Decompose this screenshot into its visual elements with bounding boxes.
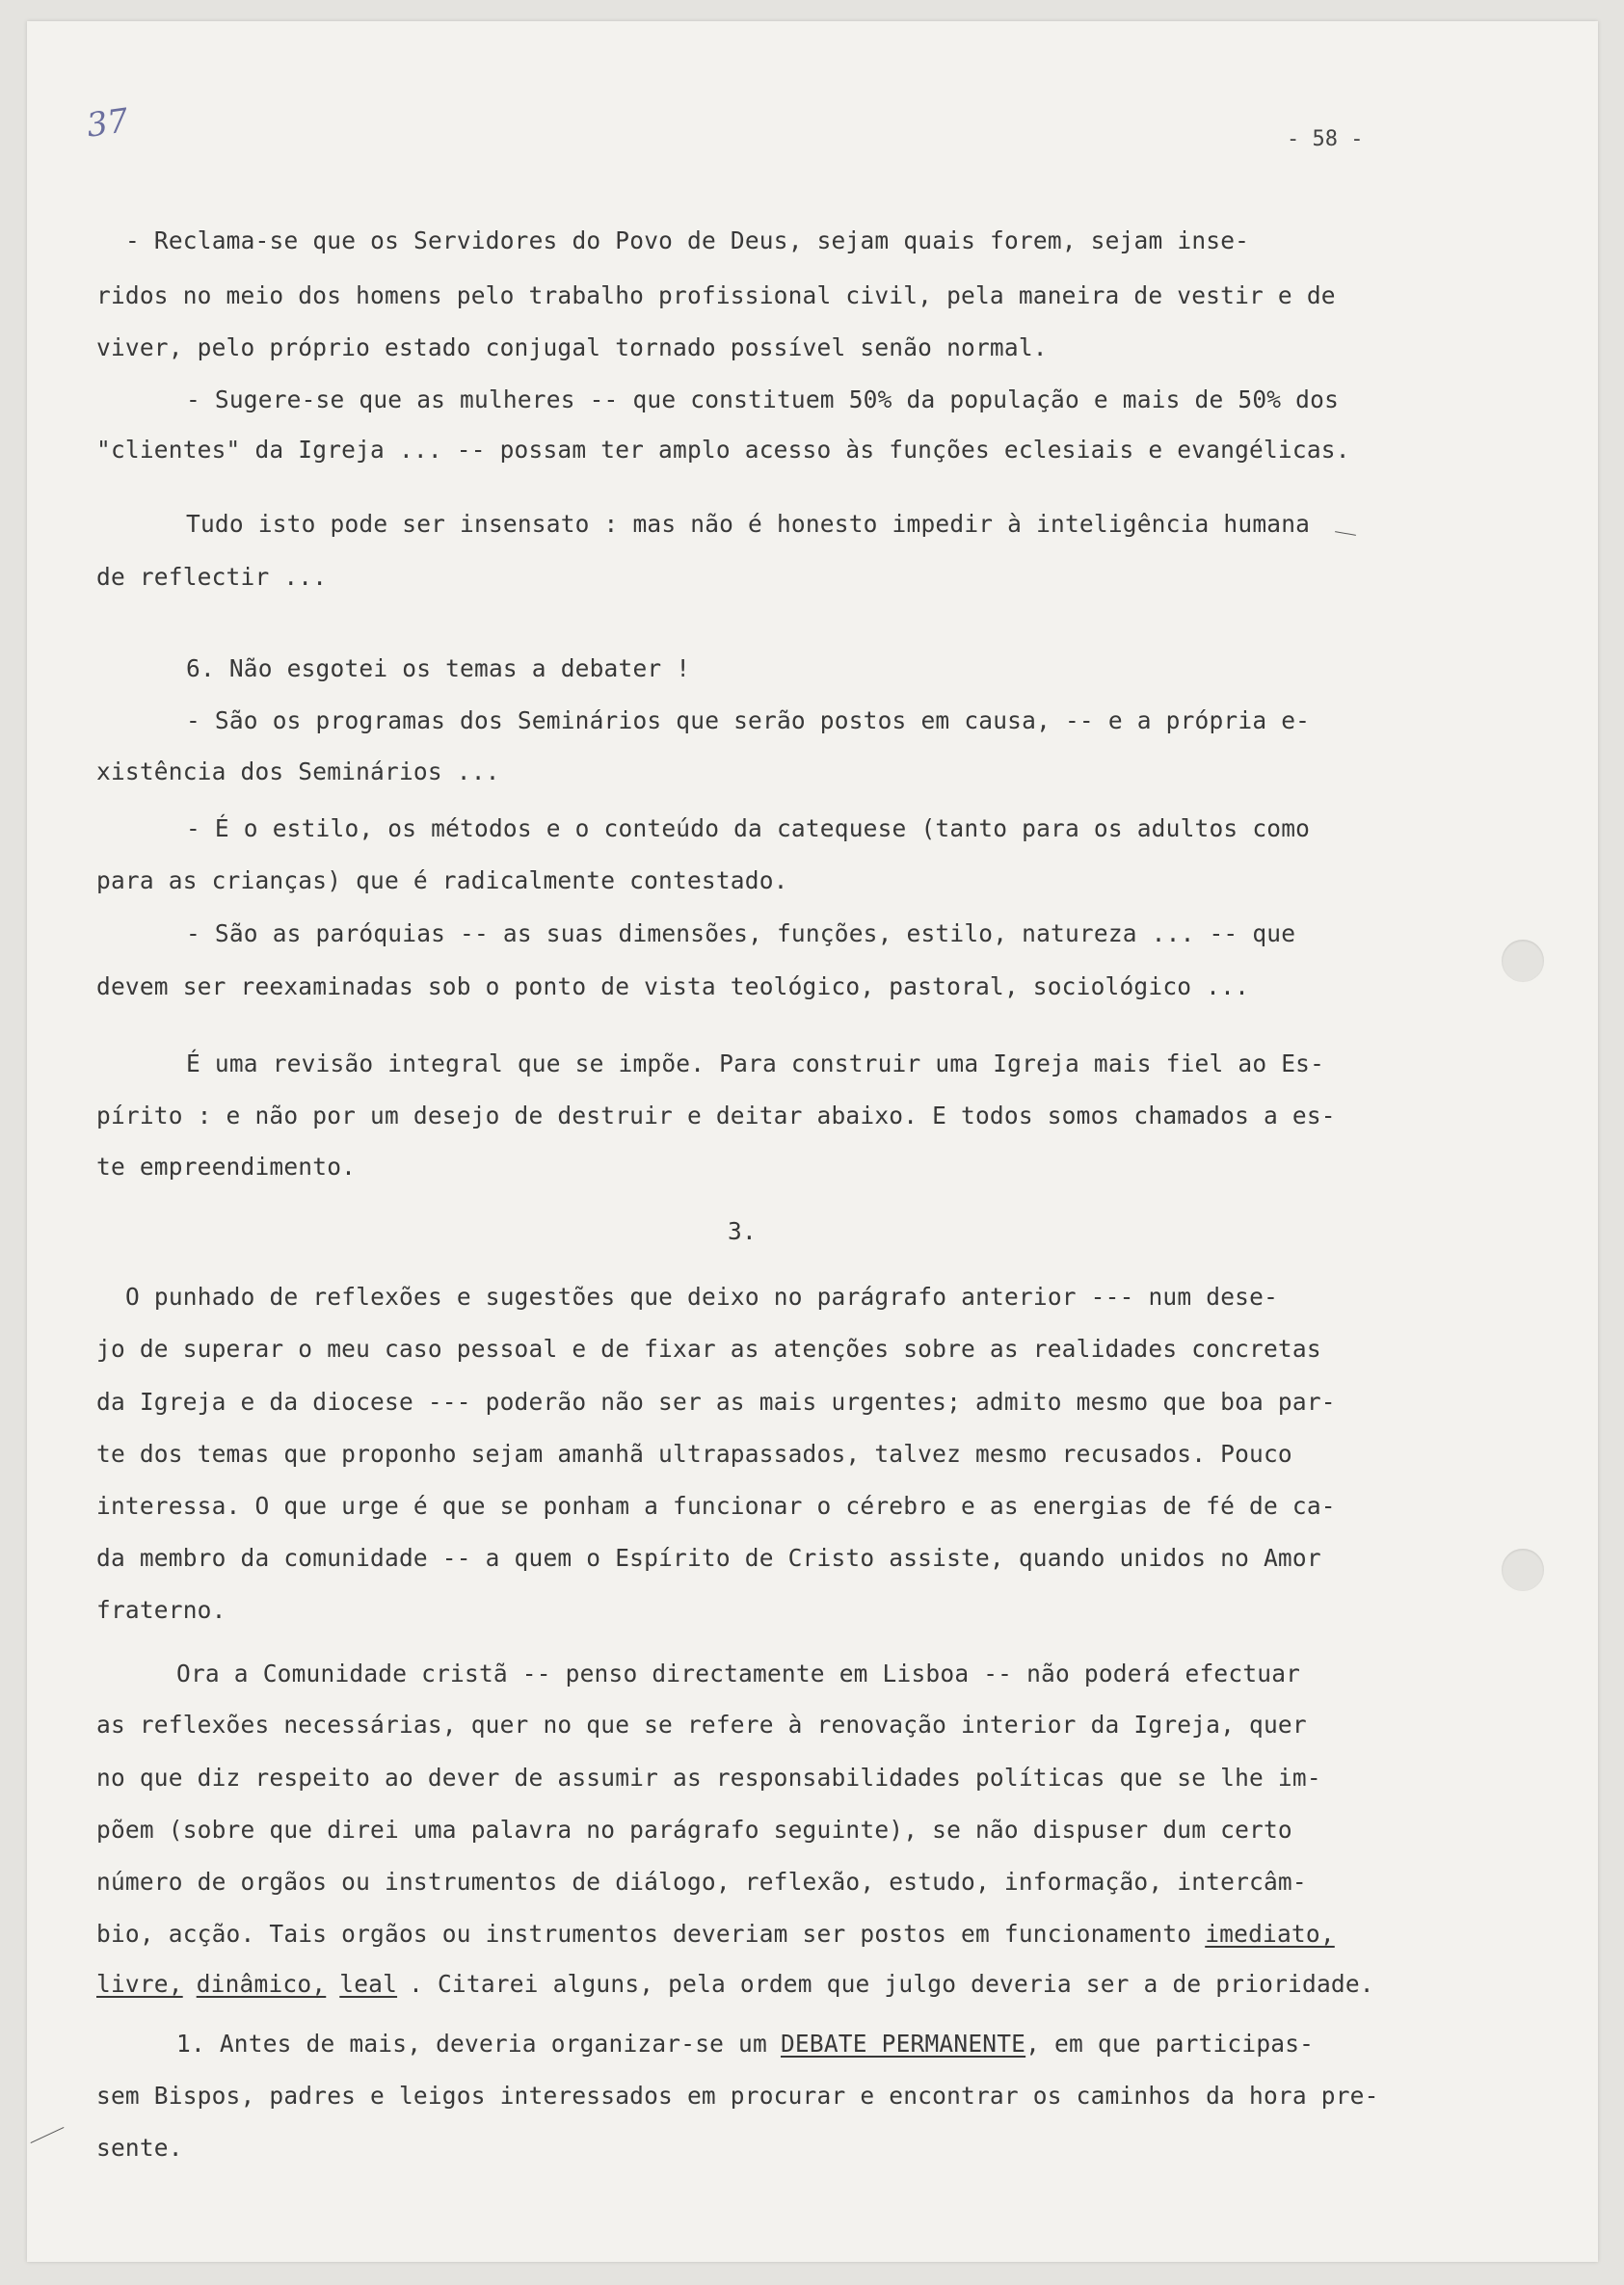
text-line: viver, pelo próprio estado conjugal tornado possível senão normal. [96, 333, 1048, 361]
text-line: - São as paróquias -- as suas dimensões, funções, estilo, natureza ... -- que [186, 919, 1296, 947]
text-line: bio, acção. Tais orgãos ou instrumentos deveriam ser postos em funcionamento [96, 1920, 1192, 1948]
emphasis-term: DEBATE PERMANENTE [780, 2030, 1026, 2058]
text-line: - É o estilo, os métodos e o conteúdo da catequese (tanto para os adultos como [186, 814, 1311, 842]
text-line: Ora a Comunidade cristã -- penso directamente em Lisboa -- não poderá efectuar [176, 1660, 1301, 1687]
emphasis-word: leal [339, 1970, 398, 1998]
emphasis-word: dinâmico, [196, 1970, 327, 1998]
page-number: - 58 - [1287, 127, 1364, 151]
text-line: te empreendimento. [96, 1153, 357, 1181]
text-line: no que diz respeito ao dever de assumir as responsabilidades políticas que se lhe im- [96, 1764, 1321, 1792]
text-line: É uma revisão integral que se impõe. Para construir uma Igreja mais fiel ao Es- [186, 1050, 1325, 1077]
text-line: "clientes" da Igreja ... -- possam ter amplo acesso às funções eclesiais e evangélicas. [96, 436, 1350, 464]
text-line: Tudo isto pode ser insensato : mas não é honesto impedir à inteligência humana [186, 510, 1311, 538]
punch-hole-top [1502, 940, 1544, 982]
text-line: - Sugere-se que as mulheres -- que constituem 50% da população e mais de 50% dos [186, 385, 1340, 413]
text-line: sem Bispos, padres e leigos interessados em procurar e encontrar os caminhos da hora pre- [96, 2082, 1379, 2110]
text-line: O punhado de reflexões e sugestões que deixo no parágrafo anterior --- num dese- [125, 1283, 1279, 1311]
text-line: fraterno. [96, 1596, 226, 1624]
text-line: as reflexões necessárias, quer no que se refere à renovação interior da Igreja, quer [96, 1711, 1307, 1739]
text-line: número de orgãos ou instrumentos de diálogo, reflexão, estudo, informação, intercâm- [96, 1868, 1307, 1896]
text-line: xistência dos Seminários ... [96, 757, 500, 785]
text-line: ridos no meio dos homens pelo trabalho profissional civil, pela maneira de vestir e de [96, 281, 1336, 309]
text-line: - São os programas dos Seminários que serão postos em causa, -- e a própria e- [186, 706, 1311, 734]
text-line: da membro da comunidade -- a quem o Espírito de Cristo assiste, quando unidos no Amor [96, 1544, 1321, 1572]
text-line: põem (sobre que direi uma palavra no parágrafo seguinte), se não dispuser dum certo [96, 1816, 1292, 1844]
text-line: te dos temas que proponho sejam amanhã ultrapassados, talvez mesmo recusados. Pouco [96, 1440, 1292, 1468]
text-line: jo de superar o meu caso pessoal e de fixar as atenções sobre as realidades concretas [96, 1335, 1321, 1363]
text-line: - Reclama-se que os Servidores do Povo de Deus, sejam quais forem, sejam inse- [125, 226, 1250, 254]
text-line: de reflectir ... [96, 563, 328, 591]
text-line: devem ser reexaminadas sob o ponto de vista teológico, pastoral, sociológico ... [96, 972, 1250, 1000]
text-line: 3. [728, 1217, 757, 1245]
text-line: da Igreja e da diocese --- poderão não ser as mais urgentes; admito mesmo que boa par- [96, 1388, 1336, 1416]
emphasis-word: imediato, [1205, 1920, 1335, 1948]
handwritten-annotation: 37 [84, 101, 131, 146]
text-line: pírito : e não por um desejo de destruir e deitar abaixo. E todos somos chamados a es- [96, 1102, 1336, 1129]
text-line: . Citarei alguns, pela ordem que julgo deveria ser a de prioridade. [409, 1970, 1374, 1998]
text-line: interessa. O que urge é que se ponham a funcionar o cérebro e as energias de fé de ca- [96, 1492, 1336, 1520]
text-line: para as crianças) que é radicalmente contestado. [96, 866, 788, 894]
punch-hole-bottom [1502, 1549, 1544, 1591]
text-line: 6. Não esgotei os temas a debater ! [186, 654, 691, 682]
emphasis-word: livre, [96, 1970, 183, 1998]
text-line: sente. [96, 2134, 183, 2162]
text-line: 1. Antes de mais, deveria organizar-se um [176, 2030, 767, 2058]
text-line: , em que participas- [1025, 2030, 1315, 2058]
